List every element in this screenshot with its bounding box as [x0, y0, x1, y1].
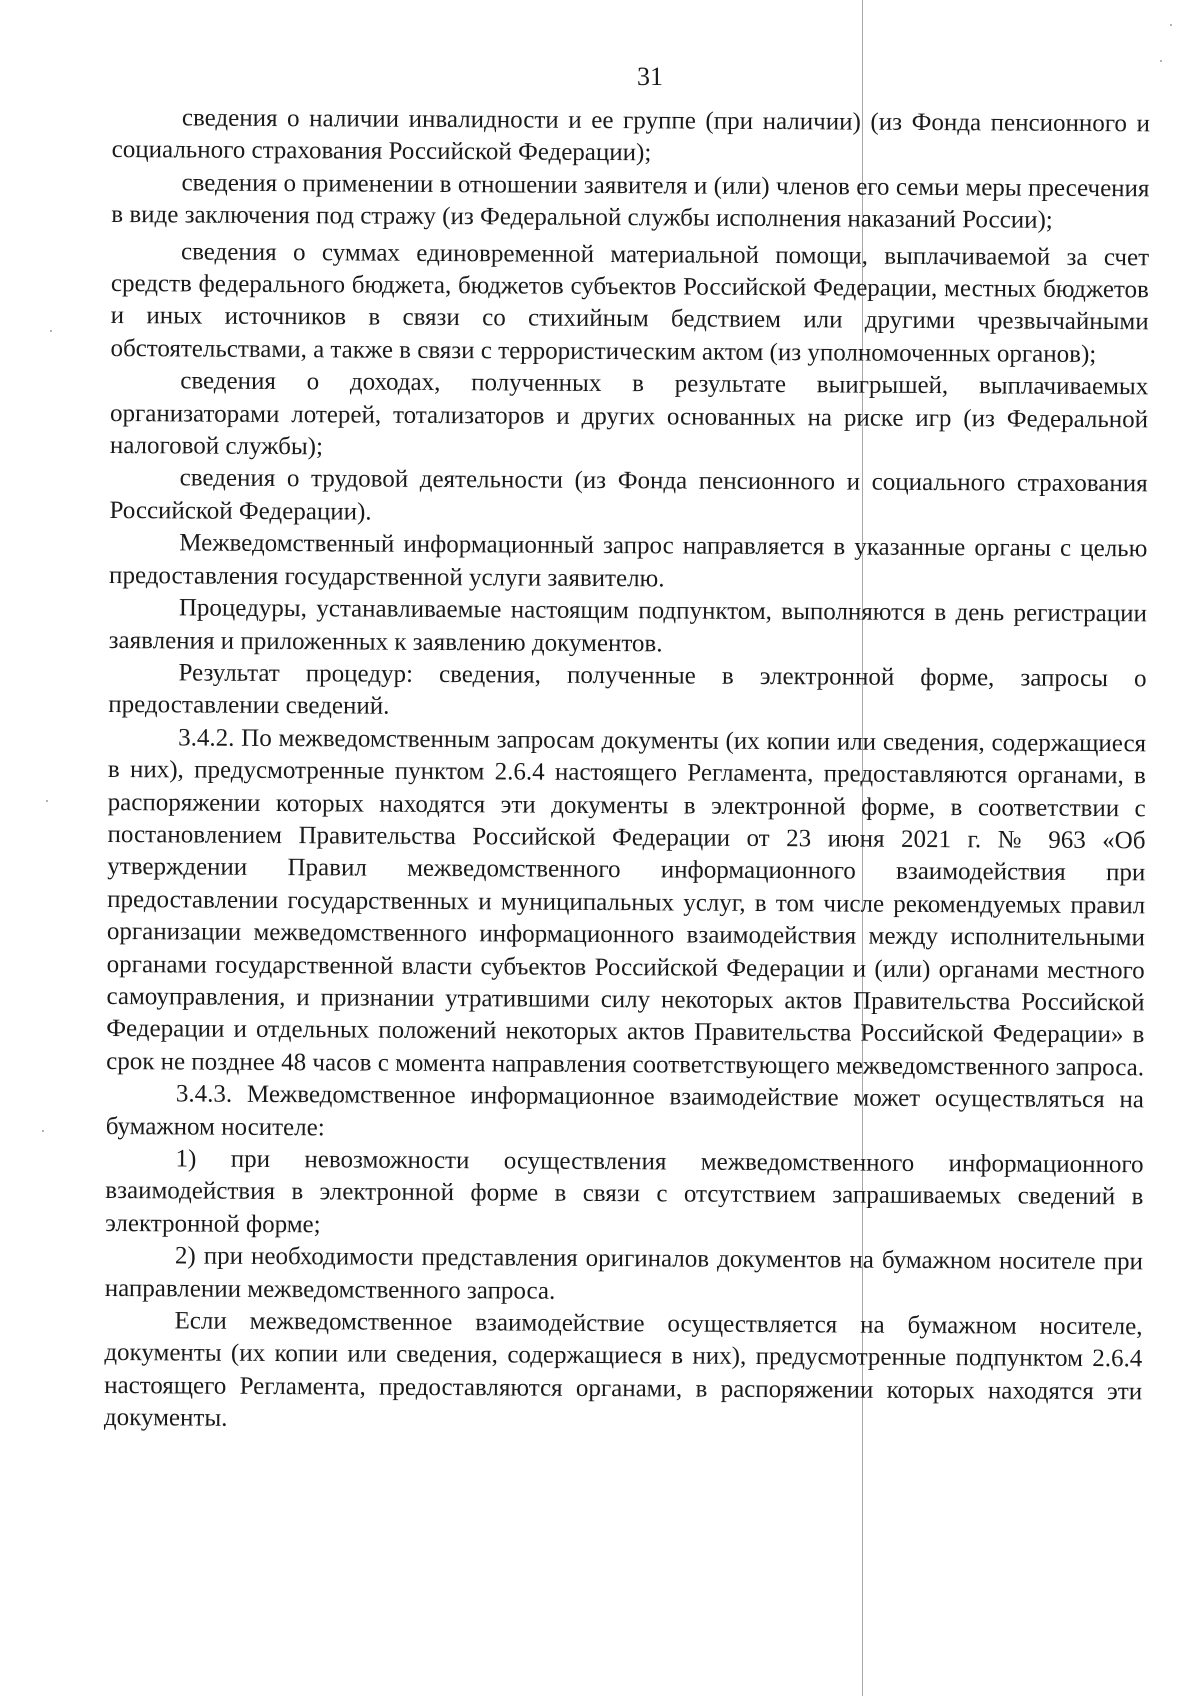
- paragraph: 2) при необходимости представления оригиналов документов на бумажном носителе при направлении межведомственного запроса.: [104, 1242, 1144, 1305]
- document-body: [104, 102, 1150, 1441]
- paragraph: сведения о наличии инвалидности и ее группе (при наличии) (из Фонда пенсионного и социального страхования Российской Федерации);: [111, 104, 1150, 167]
- paragraph: 3.4.2. По межведомственным запросам документы (их копии или сведения, содержащиеся в них), предусмотренные пунктом 2.6.4 настоящего Регламента, предоставляются органами, в распоряжении которых находятся эти документы в электронной форме, в соответствии с постановлением Правительства Российской Федерации от 23 июня 2021 г. № 963 «Об утверждении Правил межведомственного информационного взаимодействия при предоставлении государственных и муниципальных услуг, в том числе рекомендуемых правил организации межведомственного информационного взаимодействия между исполнительными органами государственной власти субъектов Российской Федерации и (или) органами местного самоуправления, и признании утратившими силу некоторых актов Правительства Российской Федерации и отдельных положений некоторых актов Правительства Российской Федерации» в срок не позднее 48 часов с момента направления соответствующего межведомственного запроса.: [106, 724, 1147, 1082]
- paragraph: 1) при невозможности осуществления межведомственного информационного взаимодействия в электронной форме в связи с отсутствием запрашиваемых сведений в электронной форме;: [105, 1145, 1144, 1239]
- scan-speck: [1170, 24, 1172, 26]
- paragraph: сведения о применении в отношении заявителя и (или) членов его семьи меры пресечения в виде заключения под стражу (из Федеральной службы исполнения наказаний России);: [111, 169, 1150, 234]
- scan-speck: [50, 330, 52, 332]
- paragraph: сведения о доходах, полученных в результате выигрышей, выплачиваемых организаторами лотерей, тотализаторов и других основанных на риске игр (из Федеральной налоговой службы);: [109, 367, 1149, 461]
- paragraph: сведения о суммах единовременной материальной помощи, выплачиваемой за счет средств федерального бюджета, бюджетов субъектов Российской Федерации, местных бюджетов и иных источников в связи со стихийным бедствием или другими чрезвычайными обстоятельствами, а также в связи с террористическим актом (из уполномоченных органов);: [110, 238, 1150, 368]
- page-number: 31: [637, 62, 663, 91]
- paragraph: 3.4.3. Межведомственное информационное взаимодействие может осуществляться на бумажном носителе:: [105, 1080, 1145, 1141]
- scan-speck: [42, 1130, 44, 1132]
- paragraph: сведения о трудовой деятельности (из Фонда пенсионного и социального страхования Российской Федерации).: [109, 464, 1148, 526]
- paragraph: Результат процедур: сведения, полученные в электронной форме, запросы о предоставлении сведений.: [108, 659, 1147, 721]
- scan-speck: [46, 800, 48, 802]
- paragraph: Межведомственный информационный запрос направляется в указанные органы с целью предоставления государственной услуги заявителю.: [109, 529, 1148, 593]
- paragraph: Процедуры, устанавливаемые настоящим подпунктом, выполняются в день регистрации заявления и приложенных к заявлению документов.: [108, 594, 1147, 657]
- paragraph: Если межведомственное взаимодействие осуществляется на бумажном носителе, документы (их копии или сведения, содержащиеся в них), предусмотренные подпунктом 2.6.4 настоящего Регламента, предоставляются органами, в распоряжении которых находятся эти документы.: [103, 1307, 1143, 1432]
